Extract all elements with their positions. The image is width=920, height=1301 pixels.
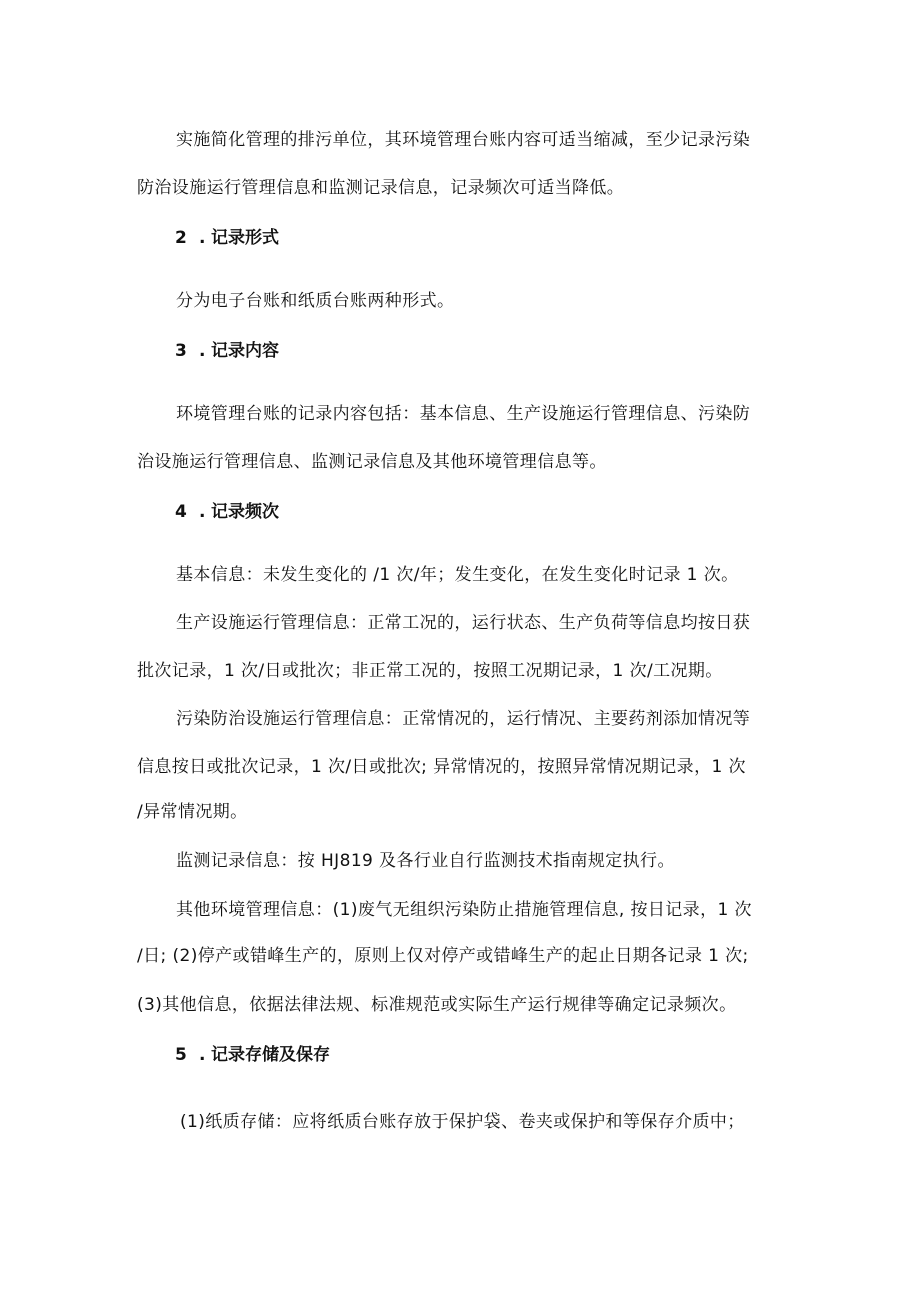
paragraph-line: 防治设施运行管理信息和监测记录信息，记录频次可适当降低。 <box>137 178 625 198</box>
paragraph-line: 其他环境管理信息：(1)废气无组织污染防止措施管理信息, 按日记录，1 次 <box>176 900 752 920</box>
section-heading-3 <box>175 339 279 363</box>
paragraph-line: (1)纸质存储：应将纸质台账存放于保护袋、卷夹或保护和等保存介质中； <box>180 1112 745 1132</box>
paragraph-line: 污染防治设施运行管理信息：正常情况的，运行情况、主要药剂添加情况等 <box>176 709 751 729</box>
paragraph-line: 信息按日或批次记录，1 次/日或批次; 异常情况的，按照异常情况期记录，1 次 <box>137 757 746 777</box>
paragraph-line: 生产设施运行管理信息：正常工况的，运行状态、生产负荷等信息均按日获 <box>176 613 751 633</box>
section-number: 2 <box>175 228 187 248</box>
section-separator: . <box>199 502 206 522</box>
section-title: 记录形式 <box>211 228 279 248</box>
section-number: 3 <box>175 341 187 361</box>
paragraph-line: 监测记录信息：按 HJ819 及各行业自行监测技术指南规定执行。 <box>176 851 675 871</box>
paragraph-line: 实施简化管理的排污单位，其环境管理台账内容可适当缩减，至少记录污染 <box>176 130 751 150</box>
section-separator: . <box>199 228 206 248</box>
section-heading-4 <box>175 500 279 524</box>
paragraph-line: 批次记录，1 次/日或批次；非正常工况的，按照工况期记录，1 次/工况期。 <box>137 661 723 681</box>
section-separator: . <box>199 1045 206 1065</box>
paragraph-line: 分为电子台账和纸质台账两种形式。 <box>176 291 455 311</box>
paragraph-line: /日; (2)停产或错峰生产的，原则上仅对停产或错峰生产的起止日期各记录 1 次; <box>137 946 749 966</box>
section-heading-2 <box>175 226 279 250</box>
paragraph-line: 环境管理台账的记录内容包括：基本信息、生产设施运行管理信息、污染防 <box>176 404 751 424</box>
paragraph-line: (3)其他信息，依据法律法规、标准规范或实际生产运行规律等确定记录频次。 <box>137 995 737 1015</box>
section-separator: . <box>199 341 206 361</box>
section-title: 记录内容 <box>211 341 279 361</box>
section-number: 5 <box>175 1045 187 1065</box>
section-heading-5 <box>175 1043 330 1067</box>
section-title: 记录存储及保存 <box>211 1045 330 1065</box>
paragraph-line: 基本信息：未发生变化的 /1 次/年；发生变化，在发生变化时记录 1 次。 <box>176 565 739 585</box>
paragraph-line: 治设施运行管理信息、监测记录信息及其他环境管理信息等。 <box>137 452 607 472</box>
section-title: 记录频次 <box>211 502 279 522</box>
paragraph-line: /异常情况期。 <box>137 802 248 822</box>
section-number: 4 <box>175 502 187 522</box>
